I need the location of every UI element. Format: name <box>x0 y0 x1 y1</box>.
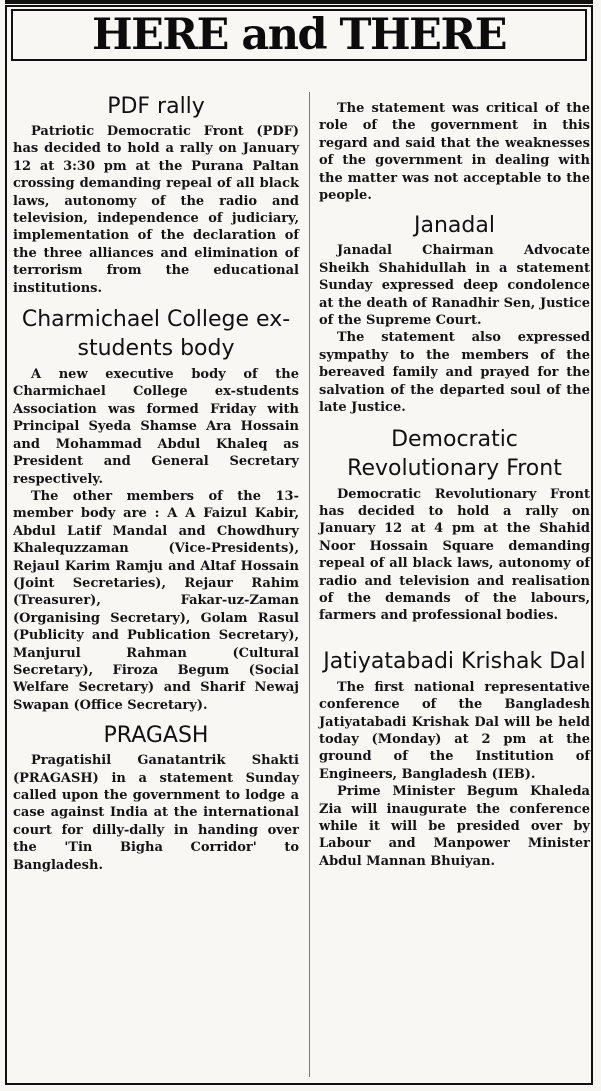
krishak-dal-text-1: The first national representative conference of the Bangladesh Jatiyatabadi Krishak Dal will be held today (Monday) at 2 pm at the ground of the Institution of Engineers, Bangladesh (IEB). <box>319 679 590 782</box>
masthead <box>11 9 587 61</box>
charmichael-heading: Charmichael College ex-students body <box>21 307 291 362</box>
krishak-dal-heading: Jatiyatabadi Krishak Dal <box>323 648 586 674</box>
janadal-heading: Janadal <box>414 213 495 239</box>
krishak-dal-text-2: Prime Minister Begum Khaleda Zia will inaugurate the conference while it will be presided over by Labour and Manpower Minister Abdul Mannan Bhuiyan. <box>319 784 590 869</box>
pragash-heading: PRAGASH <box>103 723 209 749</box>
janadal-text-1: Janadal Chairman Advocate Sheikh Shahidullah in a statement Sunday expressed deep condolence at the death of Ranadhir Sen, Justice of the Supreme Court. <box>319 243 590 329</box>
drf-heading: Democratic Revolutionary Front <box>347 426 562 481</box>
janadal-text-2: The statement also expressed sympathy to the members of the bereaved family and prayed for the salvation of the departed soul of the late Justice. <box>319 330 590 416</box>
column-divider <box>309 92 310 1077</box>
left-column <box>13 93 299 874</box>
masthead-title: HERE and THERE <box>92 9 506 60</box>
right-column <box>319 100 590 870</box>
drf-text: Democratic Revolutionary Front has decided to hold a rally on January 12 at 4 pm at the Shahid Noor Hossain Square demanding repeal of all black laws, autonomy of radio and television and realisation of the demands of the labours, farmers and professional bodies. <box>319 486 590 624</box>
pragash-text: Pragatishil Ganatantrik Shakti (PRAGASH) in a statement Sunday called upon the government to lodge a case against India at the international court for dilly-dally in handing over the 'Tin Bigha Corridor' to Bangladesh. <box>13 753 299 873</box>
charmichael-text-1: A new executive body of the Charmichael College ex-students Association was formed Friday with Principal Syeda Shamse Ara Hossain and Mohammad Abdul Khaleq as President and General Secretary respectively. <box>13 367 299 487</box>
charmichael-text-2: The other members of the 13-member body are : A A Faizul Kabir, Abdul Latif Mandal and Chowdhury Khalequzzaman (Vice-Presidents), Rejaul Karim Ramju and Altaf Hossain (Joint Secretaries), Rejaur Rahim (Treasurer), Fakar-uz-Zaman (Organising Secretary), Golam Rasul (Publicity and Publication Secretary), Manjurul Rahman (Cultural Secretary), Firoza Begum (Social Welfare Secretary) and Sharif Newaj Swapan (Office Secretary). <box>13 488 299 713</box>
top-rule <box>5 0 593 4</box>
pdf-rally-heading: PDF rally <box>107 94 205 119</box>
pdf-rally-text: Patriotic Democratic Front (PDF) has decided to hold a rally on January 12 at 3:30 pm at the Purana Paltan crossing demanding repeal of all black laws, autonomy of the radio and television, independence of judiciary, implementation of the declaration of the three alliances and elimination of terrorism from the educational institutions. <box>13 124 299 296</box>
pragash-continued-text: The statement was critical of the role of the government in this regard and said that the weaknesses of the government in dealing with the matter was not acceptable to the people. <box>319 101 590 204</box>
